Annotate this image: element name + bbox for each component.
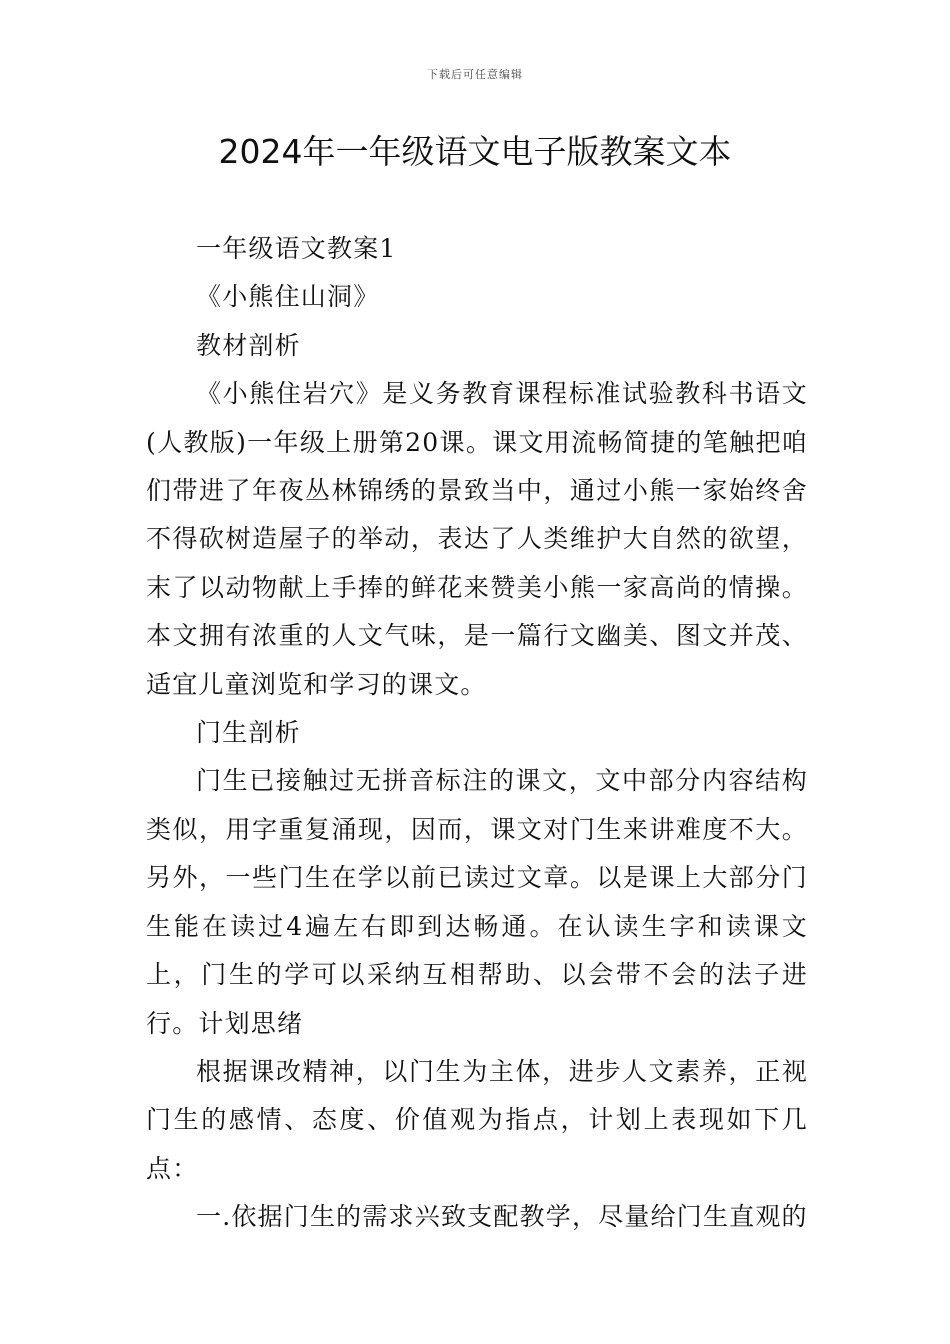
- paragraph-lesson-heading: 一年级语文教案1: [196, 234, 397, 263]
- paragraph-section-student-analysis: 门生剖析: [196, 718, 301, 748]
- paragraph-student-analysis-body: 门生已接触过无拼音标注的课文，文中部分内容结构类似，用字重复涌现，因而，课文对门生来讲难度不大。另外，一些门生在学以前已读过文章。以是课上大部分门生能在读过4遍左右即到达畅通。在认读生字和读课文上，门生的学可以采纳互相帮助、以会带不会的法子进行。计划思绪: [146, 766, 808, 1038]
- paragraph-design-principles: 根据课改精神，以门生为主体，进步人文素养，正视门生的感情、态度、价值观为指点，计划上表现如下几点：: [146, 1056, 808, 1183]
- page-header-note: 下载后可任意编辑: [427, 68, 523, 81]
- paragraph-section-textbook-analysis: 教材剖析: [196, 330, 301, 360]
- paragraph-lesson-title: 《小熊住山洞》: [196, 282, 380, 312]
- paragraph-textbook-analysis-body: 《小熊住岩穴》是义务教育课程标准试验教科书语文(人教版)一年级上册第20课。课文用流畅简捷的笔触把咱们带进了年夜丛林锦绣的景致当中，通过小熊一家始终舍不得砍树造屋子的举动，表达了人类维护大自然的欲望，末了以动物献上手捧的鲜花来赞美小熊一家高尚的情操。本文拥有浓重的人文气味，是一篇行文幽美、图文并茂、适宜儿童浏览和学习的课文。: [146, 379, 808, 699]
- document-title: 2024年一年级语文电子版教案文本: [218, 132, 732, 171]
- document-body: [146, 225, 808, 1242]
- paragraph-point-one: 一.依据门生的需求兴致支配教学，尽量给门生直观的: [196, 1202, 808, 1232]
